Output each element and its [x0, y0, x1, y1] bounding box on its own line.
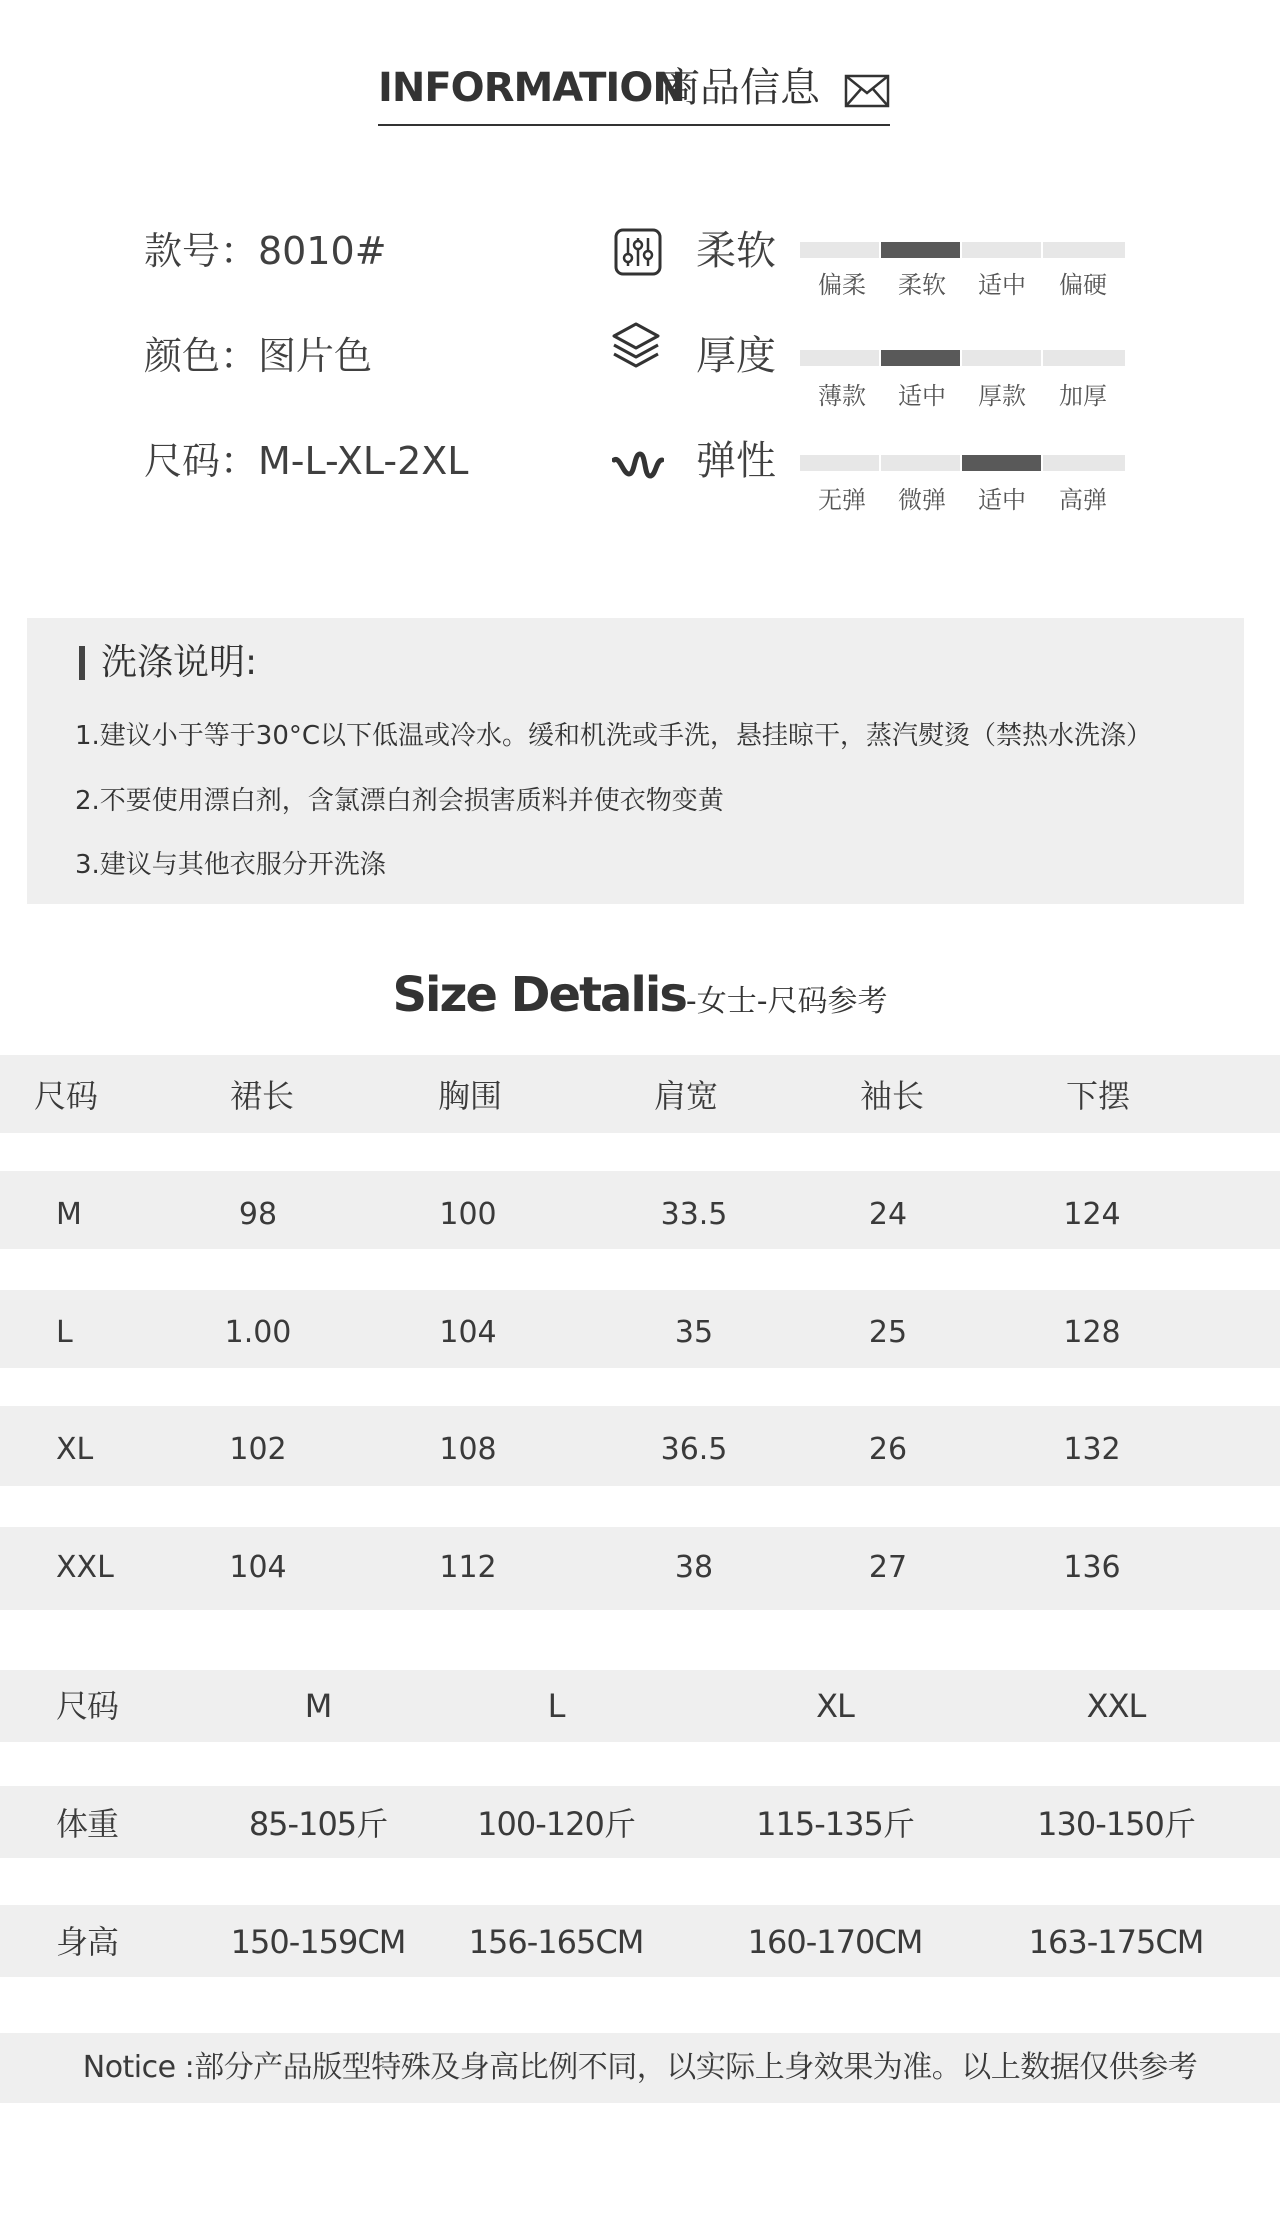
table-cell: 98	[238, 1197, 278, 1232]
table-cell: 27	[868, 1550, 908, 1585]
fit-table-cell: 身高	[56, 1923, 119, 1961]
wash-line: 2.不要使用漂白剂，含氯漂白剂会损害质料并使衣物变黄	[75, 786, 724, 816]
wash-title: 洗涤说明:	[101, 642, 258, 683]
fit-table-cell: 体重	[56, 1805, 119, 1843]
fit-table-cell: 100-120斤	[477, 1805, 635, 1843]
table-cell: 136	[1063, 1550, 1121, 1585]
notice-text: Notice :部分产品版型特殊及身高比例不同，以实际上身效果为准。以上数据仅供参考	[82, 2050, 1198, 2085]
softness-label: 柔软	[696, 228, 776, 274]
table-header-cell: 尺码	[34, 1077, 99, 1115]
scale-option: 薄款	[818, 382, 866, 410]
fit-table-cell: 115-135斤	[756, 1805, 914, 1843]
fit-table-cell: 尺码	[56, 1687, 119, 1725]
fit-table-cell: M	[304, 1687, 332, 1725]
table-cell: 25	[868, 1315, 908, 1350]
scale-option: 适中	[978, 486, 1026, 514]
thickness-label: 厚度	[696, 333, 776, 379]
scale-option: 适中	[898, 382, 946, 410]
wash-line: 1.建议小于等于30°C以下低温或冷水。缓和机洗或手洗，悬挂晾干，蒸汽熨烫（禁热水洗涤）	[75, 721, 1153, 751]
scale-option: 偏硬	[1059, 271, 1107, 299]
table-cell: 38	[674, 1550, 714, 1585]
wash-line: 3.建议与其他衣服分开洗涤	[75, 850, 386, 880]
table-cell: 104	[229, 1550, 287, 1585]
fit-table-cell: XXL	[1086, 1687, 1146, 1725]
table-cell: 102	[229, 1432, 287, 1467]
fit-table-cell: 150-159CM	[230, 1923, 406, 1961]
fit-table-cell: XL	[816, 1687, 854, 1725]
style-number: 款号：8010#	[144, 229, 387, 273]
scale-option: 厚款	[978, 382, 1026, 410]
size-title-en: Size Detalis	[392, 967, 686, 1023]
table-header-cell: 裙长	[229, 1077, 295, 1115]
scale-option: 柔软	[898, 271, 946, 299]
table-cell: 35	[674, 1315, 714, 1350]
scale-option: 偏柔	[818, 271, 866, 299]
table-cell: 128	[1063, 1315, 1121, 1350]
table-cell: 1.00	[224, 1315, 292, 1350]
table-cell: 124	[1063, 1197, 1121, 1232]
fit-table-cell: 160-170CM	[747, 1923, 923, 1961]
table-cell: L	[56, 1315, 73, 1350]
elasticity-label: 弹性	[696, 438, 776, 484]
header-title-cn: 商品信息	[660, 65, 820, 111]
table-header-cell: 肩宽	[653, 1077, 719, 1115]
color-info: 颜色：图片色	[144, 334, 373, 378]
table-cell: 100	[439, 1197, 497, 1232]
fit-table-cell: L	[547, 1687, 565, 1725]
fit-table-cell: 156-165CM	[468, 1923, 644, 1961]
table-cell: 26	[868, 1432, 908, 1467]
table-cell: 36.5	[660, 1432, 728, 1467]
table-cell: 132	[1063, 1432, 1121, 1467]
header-title-en: INFORMATION	[378, 65, 685, 111]
table-cell: 112	[439, 1550, 497, 1585]
table-header-cell: 下摆	[1065, 1077, 1131, 1115]
table-cell: 24	[868, 1197, 908, 1232]
notice-bar	[0, 2033, 1280, 2103]
scale-option: 无弹	[818, 486, 866, 514]
scale-option: 微弹	[898, 486, 946, 514]
table-cell: 33.5	[660, 1197, 728, 1232]
size-range: 尺码：M-L-XL-2XL	[144, 439, 469, 483]
scale-option: 适中	[978, 271, 1026, 299]
table-cell: XL	[56, 1432, 94, 1467]
table-header-cell: 袖长	[859, 1077, 925, 1115]
fit-table-cell: 163-175CM	[1028, 1923, 1204, 1961]
table-cell: 104	[439, 1315, 497, 1350]
table-cell: XXL	[56, 1550, 114, 1585]
size-title-cn: -女士-尺码参考	[685, 984, 888, 1019]
table-cell: 108	[439, 1432, 497, 1467]
scale-option: 加厚	[1059, 382, 1107, 410]
fit-table-cell: 130-150斤	[1037, 1805, 1195, 1843]
fit-table-cell: 85-105斤	[248, 1805, 388, 1843]
scale-option: 高弹	[1059, 486, 1107, 514]
table-header-cell: 胸围	[437, 1077, 503, 1115]
table-cell: M	[56, 1197, 82, 1232]
